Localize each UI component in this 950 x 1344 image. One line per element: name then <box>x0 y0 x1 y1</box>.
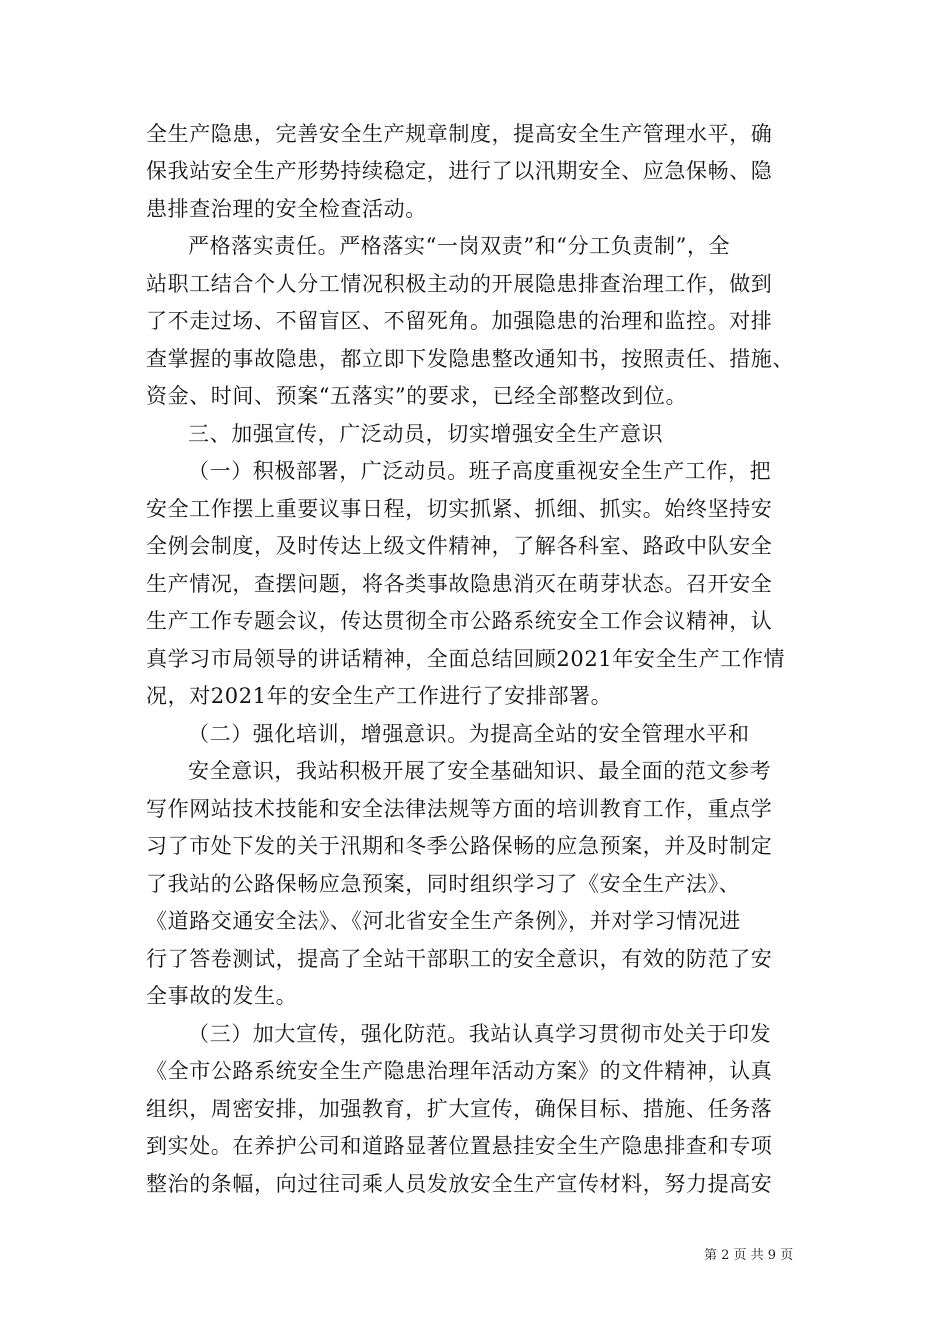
text-line: 保我站安全生产形势持续稳定，进行了以汛期安全、应急保畅、隐 <box>146 159 773 183</box>
text-line: 组织，周密安排，加强教育，扩大宣传，确保目标、措施、任务落 <box>146 1097 773 1121</box>
text-line: 全事故的发生。 <box>146 984 298 1008</box>
text-line: （三）加大宣传，强化防范。我站认真学习贯彻市处关于印发 <box>188 1022 772 1046</box>
text-line: （二）强化培训，增强意识。为提高全站的安全管理水平和 <box>188 722 750 746</box>
text-line: 严格落实责任。严格落实“一岗双责”和“分工负责制”，全 <box>188 234 731 258</box>
text-line: 患排查治理的安全检查活动。 <box>146 197 427 221</box>
text-line: 全生产隐患，完善安全生产规章制度，提高安全生产管理水平，确 <box>146 122 773 146</box>
text-line: 况，对2021年的安全生产工作进行了安排部署。 <box>146 684 613 708</box>
section-heading: 三、加强宣传，广泛动员，切实增强安全生产意识 <box>188 422 664 446</box>
text-line: 了我站的公路保畅应急预案，同时组织学习了《安全生产法》、 <box>146 872 741 896</box>
text-line: 到实处。在养护公司和道路显著位置悬挂安全生产隐患排查和专项 <box>146 1134 773 1158</box>
text-line: 查掌握的事故隐患，都立即下发隐患整改通知书，按照责任、措施、 <box>146 347 794 371</box>
text-line: （一）积极部署，广泛动员。班子高度重视安全生产工作，把 <box>188 459 772 483</box>
text-line: 行了答卷测试，提高了全站干部职工的安全意识，有效的防范了安 <box>146 947 773 971</box>
text-line: 真学习市局领导的讲话精神，全面总结回顾2021年安全生产工作情 <box>146 647 786 671</box>
text-line: 写作网站技术技能和安全法律法规等方面的培训教育工作，重点学 <box>146 797 773 821</box>
text-line: 整治的条幅，向过往司乘人员发放安全生产宣传材料，努力提高安 <box>146 1172 773 1196</box>
text-line: 资金、时间、预案“五落实”的要求，已经全部整改到位。 <box>146 384 688 408</box>
page-number: 第 2 页 共 9 页 <box>704 1248 794 1263</box>
text-line: 《全市公路系统安全生产隐患治理年活动方案》的文件精神，认真 <box>146 1059 773 1083</box>
text-line: 习了市处下发的关于汛期和冬季公路保畅的应急预案，并及时制定 <box>146 834 773 858</box>
text-line: 了不走过场、不留盲区、不留死角。加强隐患的治理和监控。对排 <box>146 309 773 333</box>
text-line: 站职工结合个人分工情况积极主动的开展隐患排查治理工作，做到 <box>146 272 773 296</box>
text-line: 全例会制度，及时传达上级文件精神，了解各科室、路政中队安全 <box>146 534 773 558</box>
text-line: 《道路交通安全法》、《河北省安全生产条例》，并对学习情况进 <box>146 909 741 933</box>
text-line: 生产工作专题会议，传达贯彻全市公路系统安全工作会议精神，认 <box>146 609 773 633</box>
text-line: 生产情况，查摆问题，将各类事故隐患消灭在萌芽状态。召开安全 <box>146 572 773 596</box>
text-line: 安全工作摆上重要议事日程，切实抓紧、抓细、抓实。始终坚持安 <box>146 497 773 521</box>
text-line: 安全意识，我站积极开展了安全基础知识、最全面的范文参考 <box>188 759 772 783</box>
